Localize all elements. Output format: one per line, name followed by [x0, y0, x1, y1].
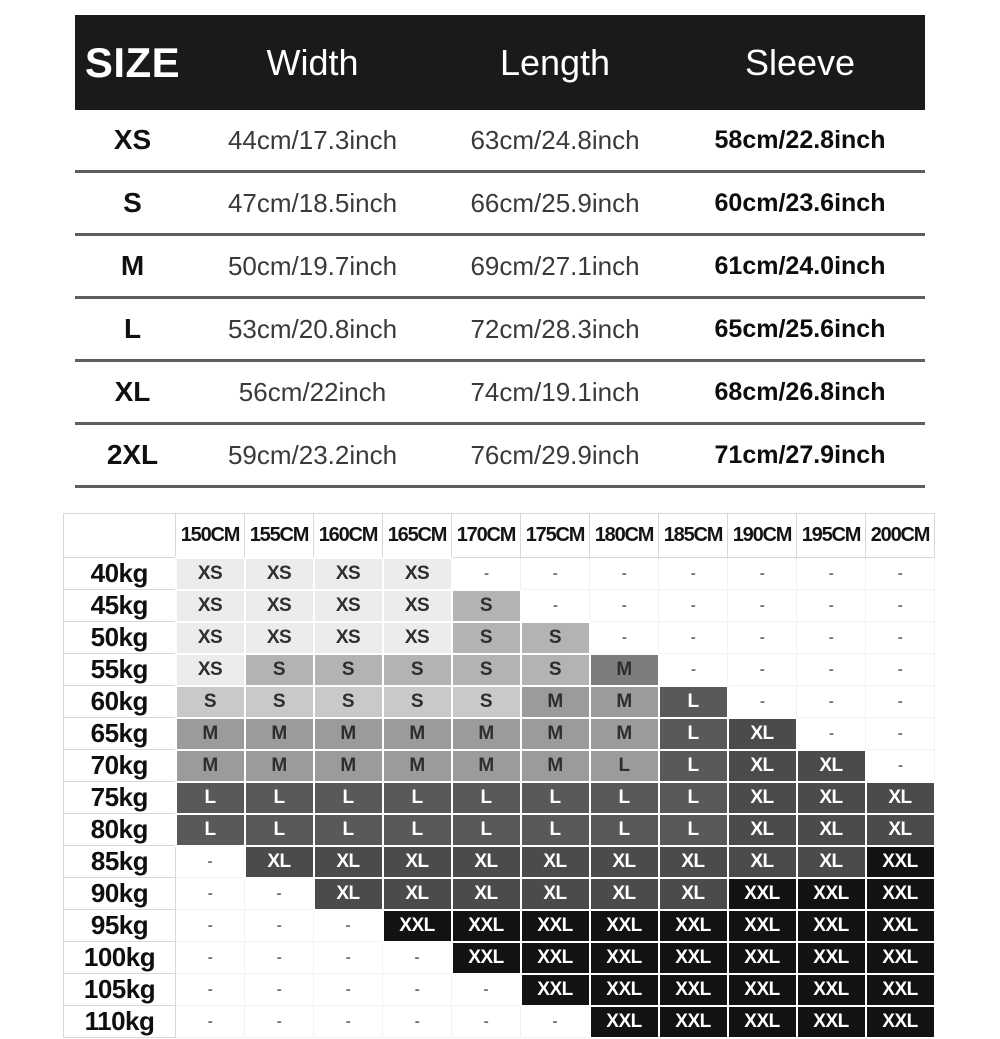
- length-cell: 76cm/29.9inch: [470, 439, 640, 470]
- matrix-row: [64, 942, 935, 974]
- fit-matrix-table: [63, 513, 936, 1039]
- size-recommendation-cell: XXL: [590, 1006, 659, 1038]
- size-recommendation-cell: L: [590, 782, 659, 814]
- empty-cell: -: [659, 654, 728, 686]
- weight-row-header: 55kg: [64, 654, 176, 686]
- empty-cell: -: [659, 590, 728, 622]
- size-recommendation-cell: XXL: [590, 910, 659, 942]
- width-cell: 53cm/20.8inch: [227, 313, 398, 344]
- size-recommendation-cell: S: [452, 686, 521, 718]
- matrix-row: [64, 686, 935, 718]
- size-recommendation-cell: XS: [314, 622, 383, 654]
- empty-cell: -: [245, 910, 314, 942]
- empty-cell: -: [797, 654, 866, 686]
- empty-cell: -: [590, 558, 659, 590]
- length-cell: 74cm/19.1inch: [470, 376, 640, 407]
- size-recommendation-cell: XS: [176, 558, 245, 590]
- empty-cell: -: [728, 558, 797, 590]
- size-recommendation-cell: XXL: [659, 942, 728, 974]
- size-recommendation-cell: L: [659, 814, 728, 846]
- fit-matrix-body: [64, 558, 935, 1038]
- size-recommendation-cell: M: [314, 718, 383, 750]
- size-recommendation-cell: XXL: [728, 1006, 797, 1038]
- size-recommendation-cell: XL: [590, 846, 659, 878]
- empty-cell: -: [521, 558, 590, 590]
- matrix-row: [64, 750, 935, 782]
- size-recommendation-cell: XS: [176, 622, 245, 654]
- matrix-row: [64, 782, 935, 814]
- empty-cell: -: [245, 878, 314, 910]
- empty-cell: -: [866, 718, 935, 750]
- matrix-row: [64, 718, 935, 750]
- size-recommendation-cell: XXL: [866, 846, 935, 878]
- height-column-header: 175CM: [521, 514, 590, 558]
- size-recommendation-cell: XL: [452, 846, 521, 878]
- size-recommendation-cell: M: [452, 750, 521, 782]
- size-recommendation-cell: XXL: [866, 942, 935, 974]
- size-recommendation-cell: M: [245, 718, 314, 750]
- measurement-row: [75, 173, 925, 236]
- size-recommendation-cell: XL: [728, 750, 797, 782]
- size-recommendation-cell: XXL: [728, 974, 797, 1006]
- empty-cell: -: [590, 590, 659, 622]
- size-recommendation-cell: XL: [797, 782, 866, 814]
- size-recommendation-cell: XS: [245, 558, 314, 590]
- matrix-row: [64, 654, 935, 686]
- size-recommendation-cell: XL: [866, 814, 935, 846]
- size-recommendation-cell: S: [521, 654, 590, 686]
- size-recommendation-cell: M: [176, 750, 245, 782]
- empty-cell: -: [866, 686, 935, 718]
- empty-cell: -: [452, 558, 521, 590]
- size-recommendation-cell: L: [659, 750, 728, 782]
- size-recommendation-cell: L: [521, 814, 590, 846]
- size-recommendation-cell: M: [521, 750, 590, 782]
- size-cell: 2XL: [106, 439, 159, 470]
- size-recommendation-cell: XL: [521, 846, 590, 878]
- empty-cell: -: [659, 558, 728, 590]
- size-recommendation-cell: XL: [728, 782, 797, 814]
- matrix-row: [64, 974, 935, 1006]
- measurement-table-header: [75, 15, 925, 110]
- size-recommendation-cell: XL: [728, 718, 797, 750]
- size-recommendation-cell: L: [590, 750, 659, 782]
- size-recommendation-cell: S: [521, 622, 590, 654]
- size-recommendation-cell: M: [590, 686, 659, 718]
- size-recommendation-cell: M: [383, 750, 452, 782]
- size-recommendation-cell: XXL: [383, 910, 452, 942]
- size-recommendation-cell: XXL: [659, 974, 728, 1006]
- measurement-row: [75, 362, 925, 425]
- height-column-header: 155CM: [245, 514, 314, 558]
- measurement-row: [75, 425, 925, 488]
- weight-row-header: 105kg: [64, 974, 176, 1006]
- matrix-row: [64, 1006, 935, 1038]
- size-cell: S: [123, 187, 142, 218]
- size-recommendation-cell: XL: [728, 814, 797, 846]
- empty-cell: -: [452, 974, 521, 1006]
- empty-cell: -: [314, 1006, 383, 1038]
- matrix-row: [64, 910, 935, 942]
- size-recommendation-cell: S: [383, 654, 452, 686]
- size-recommendation-cell: XXL: [797, 974, 866, 1006]
- size-recommendation-cell: L: [383, 782, 452, 814]
- size-recommendation-cell: XL: [797, 750, 866, 782]
- sleeve-column-header: Sleeve: [744, 41, 856, 83]
- empty-cell: -: [176, 878, 245, 910]
- size-recommendation-cell: M: [452, 718, 521, 750]
- size-recommendation-cell: XXL: [590, 974, 659, 1006]
- size-recommendation-cell: XS: [383, 622, 452, 654]
- height-column-header: 190CM: [728, 514, 797, 558]
- empty-cell: -: [314, 974, 383, 1006]
- size-recommendation-cell: XXL: [452, 942, 521, 974]
- width-cell: 56cm/22inch: [238, 376, 387, 407]
- length-cell: 63cm/24.8inch: [470, 124, 640, 155]
- size-recommendation-cell: XS: [383, 590, 452, 622]
- size-recommendation-cell: XXL: [521, 910, 590, 942]
- weight-row-header: 65kg: [64, 718, 176, 750]
- size-recommendation-cell: XXL: [797, 878, 866, 910]
- measurement-row: [75, 110, 925, 173]
- matrix-row: [64, 814, 935, 846]
- size-recommendation-cell: S: [314, 686, 383, 718]
- size-recommendation-cell: S: [452, 590, 521, 622]
- measurement-row: [75, 299, 925, 362]
- empty-cell: -: [176, 910, 245, 942]
- empty-cell: -: [866, 622, 935, 654]
- empty-cell: -: [866, 558, 935, 590]
- size-recommendation-cell: XXL: [659, 910, 728, 942]
- size-recommendation-cell: M: [176, 718, 245, 750]
- size-recommendation-cell: XL: [797, 814, 866, 846]
- weight-row-header: 110kg: [64, 1006, 176, 1038]
- empty-cell: -: [659, 622, 728, 654]
- size-recommendation-cell: XXL: [797, 1006, 866, 1038]
- matrix-corner-cell: [64, 514, 176, 558]
- size-recommendation-cell: XXL: [866, 878, 935, 910]
- matrix-header-row: [64, 514, 935, 558]
- size-recommendation-cell: XS: [245, 590, 314, 622]
- empty-cell: -: [590, 622, 659, 654]
- height-column-header: 180CM: [590, 514, 659, 558]
- size-recommendation-cell: XXL: [521, 942, 590, 974]
- size-cell: XS: [113, 124, 152, 155]
- sleeve-cell: 68cm/26.8inch: [714, 377, 886, 406]
- empty-cell: -: [383, 942, 452, 974]
- empty-cell: -: [866, 654, 935, 686]
- empty-cell: -: [383, 974, 452, 1006]
- size-recommendation-cell: L: [383, 814, 452, 846]
- weight-row-header: 90kg: [64, 878, 176, 910]
- size-recommendation-cell: XXL: [521, 974, 590, 1006]
- weight-row-header: 100kg: [64, 942, 176, 974]
- empty-cell: -: [452, 1006, 521, 1038]
- size-recommendation-cell: L: [314, 814, 383, 846]
- size-recommendation-cell: L: [590, 814, 659, 846]
- empty-cell: -: [314, 910, 383, 942]
- size-recommendation-cell: XS: [314, 590, 383, 622]
- size-recommendation-cell: L: [245, 814, 314, 846]
- length-cell: 72cm/28.3inch: [470, 313, 640, 344]
- sleeve-cell: 61cm/24.0inch: [714, 251, 886, 280]
- width-cell: 50cm/19.7inch: [227, 250, 398, 281]
- width-column-header: Width: [266, 41, 359, 83]
- size-column-header: SIZE: [84, 38, 181, 86]
- size-recommendation-cell: L: [452, 782, 521, 814]
- empty-cell: -: [521, 1006, 590, 1038]
- size-recommendation-cell: S: [452, 622, 521, 654]
- empty-cell: -: [176, 846, 245, 878]
- empty-cell: -: [797, 718, 866, 750]
- empty-cell: -: [176, 974, 245, 1006]
- size-recommendation-cell: XS: [314, 558, 383, 590]
- size-cell: M: [120, 250, 145, 281]
- weight-row-header: 40kg: [64, 558, 176, 590]
- height-column-header: 170CM: [452, 514, 521, 558]
- matrix-row: [64, 590, 935, 622]
- size-recommendation-cell: XS: [176, 654, 245, 686]
- empty-cell: -: [797, 622, 866, 654]
- size-recommendation-cell: L: [176, 814, 245, 846]
- size-recommendation-cell: XL: [659, 878, 728, 910]
- height-column-header: 160CM: [314, 514, 383, 558]
- size-recommendation-cell: XL: [245, 846, 314, 878]
- empty-cell: -: [728, 654, 797, 686]
- fit-matrix-header: [64, 514, 935, 558]
- size-recommendation-cell: S: [452, 654, 521, 686]
- size-recommendation-cell: XL: [452, 878, 521, 910]
- empty-cell: -: [176, 942, 245, 974]
- empty-cell: -: [728, 686, 797, 718]
- empty-cell: -: [245, 942, 314, 974]
- size-recommendation-cell: XL: [659, 846, 728, 878]
- matrix-row: [64, 846, 935, 878]
- size-recommendation-cell: L: [314, 782, 383, 814]
- weight-row-header: 45kg: [64, 590, 176, 622]
- size-recommendation-cell: XL: [797, 846, 866, 878]
- sleeve-cell: 71cm/27.9inch: [714, 440, 886, 469]
- matrix-row: [64, 622, 935, 654]
- size-recommendation-cell: XXL: [728, 878, 797, 910]
- weight-row-header: 50kg: [64, 622, 176, 654]
- empty-cell: -: [245, 1006, 314, 1038]
- length-cell: 69cm/27.1inch: [470, 250, 640, 281]
- weight-row-header: 80kg: [64, 814, 176, 846]
- size-recommendation-cell: XXL: [728, 910, 797, 942]
- size-recommendation-cell: S: [383, 686, 452, 718]
- length-column-header: Length: [499, 41, 611, 83]
- empty-cell: -: [866, 750, 935, 782]
- size-recommendation-cell: XL: [521, 878, 590, 910]
- size-recommendation-cell: L: [176, 782, 245, 814]
- sleeve-cell: 58cm/22.8inch: [714, 125, 886, 154]
- height-column-header: 165CM: [383, 514, 452, 558]
- size-recommendation-cell: L: [521, 782, 590, 814]
- width-cell: 59cm/23.2inch: [227, 439, 398, 470]
- size-recommendation-cell: XXL: [452, 910, 521, 942]
- size-cell: XL: [114, 376, 151, 407]
- empty-cell: -: [314, 942, 383, 974]
- size-recommendation-cell: S: [314, 654, 383, 686]
- size-recommendation-cell: XXL: [797, 942, 866, 974]
- height-column-header: 150CM: [176, 514, 245, 558]
- sleeve-cell: 60cm/23.6inch: [714, 188, 886, 217]
- size-recommendation-cell: L: [245, 782, 314, 814]
- height-column-header: 185CM: [659, 514, 728, 558]
- size-recommendation-cell: L: [659, 782, 728, 814]
- size-recommendation-cell: L: [659, 686, 728, 718]
- height-column-header: 200CM: [866, 514, 935, 558]
- weight-row-header: 70kg: [64, 750, 176, 782]
- size-recommendation-cell: XXL: [590, 942, 659, 974]
- size-recommendation-cell: XXL: [866, 1006, 935, 1038]
- measurement-table: [75, 15, 925, 488]
- size-recommendation-cell: M: [590, 718, 659, 750]
- height-column-header: 195CM: [797, 514, 866, 558]
- measurement-row: [75, 236, 925, 299]
- width-cell: 47cm/18.5inch: [227, 187, 398, 218]
- size-recommendation-cell: XL: [314, 878, 383, 910]
- size-recommendation-cell: M: [383, 718, 452, 750]
- size-recommendation-cell: L: [452, 814, 521, 846]
- size-recommendation-cell: XL: [590, 878, 659, 910]
- weight-row-header: 60kg: [64, 686, 176, 718]
- size-cell: L: [123, 313, 142, 344]
- matrix-row: [64, 558, 935, 590]
- empty-cell: -: [245, 974, 314, 1006]
- size-recommendation-cell: M: [590, 654, 659, 686]
- size-recommendation-cell: XS: [245, 622, 314, 654]
- size-recommendation-cell: XL: [383, 846, 452, 878]
- empty-cell: -: [728, 622, 797, 654]
- sleeve-cell: 65cm/25.6inch: [714, 314, 886, 343]
- empty-cell: -: [521, 590, 590, 622]
- empty-cell: -: [176, 1006, 245, 1038]
- size-recommendation-cell: M: [521, 718, 590, 750]
- size-recommendation-cell: XL: [728, 846, 797, 878]
- weight-row-header: 95kg: [64, 910, 176, 942]
- size-recommendation-cell: S: [176, 686, 245, 718]
- size-recommendation-cell: M: [521, 686, 590, 718]
- size-recommendation-cell: XXL: [659, 1006, 728, 1038]
- size-recommendation-cell: S: [245, 686, 314, 718]
- size-recommendation-cell: L: [659, 718, 728, 750]
- empty-cell: -: [797, 558, 866, 590]
- width-cell: 44cm/17.3inch: [227, 124, 398, 155]
- size-recommendation-cell: XS: [176, 590, 245, 622]
- size-recommendation-cell: M: [245, 750, 314, 782]
- size-recommendation-cell: XS: [383, 558, 452, 590]
- empty-cell: -: [866, 590, 935, 622]
- size-recommendation-cell: XXL: [866, 974, 935, 1006]
- size-recommendation-cell: XXL: [866, 910, 935, 942]
- weight-row-header: 75kg: [64, 782, 176, 814]
- size-recommendation-cell: XL: [866, 782, 935, 814]
- empty-cell: -: [728, 590, 797, 622]
- size-recommendation-cell: XL: [383, 878, 452, 910]
- size-recommendation-cell: XXL: [728, 942, 797, 974]
- measurement-rows: [75, 110, 925, 488]
- empty-cell: -: [383, 1006, 452, 1038]
- size-recommendation-cell: M: [314, 750, 383, 782]
- size-recommendation-cell: XL: [314, 846, 383, 878]
- weight-row-header: 85kg: [64, 846, 176, 878]
- size-recommendation-cell: S: [245, 654, 314, 686]
- empty-cell: -: [797, 590, 866, 622]
- size-recommendation-cell: XXL: [797, 910, 866, 942]
- matrix-row: [64, 878, 935, 910]
- length-cell: 66cm/25.9inch: [470, 187, 640, 218]
- empty-cell: -: [797, 686, 866, 718]
